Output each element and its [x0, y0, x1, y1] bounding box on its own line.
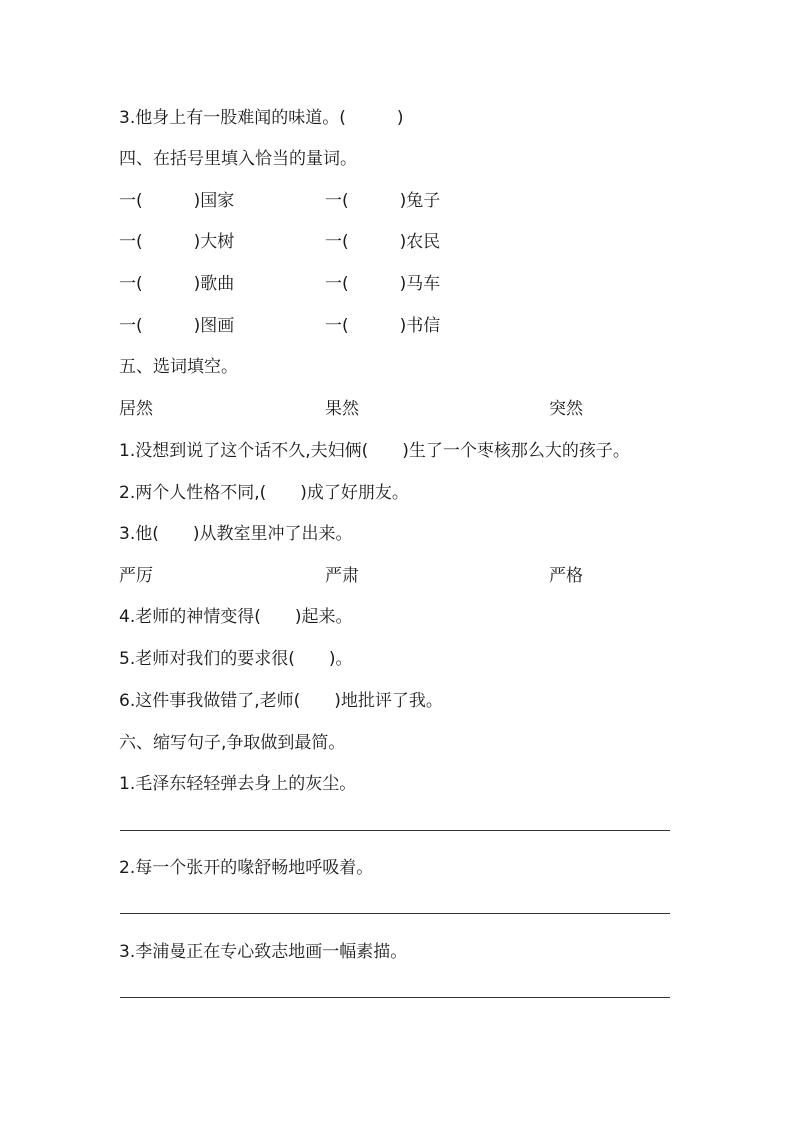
answer-line: [120, 913, 670, 914]
condense-sentence-item: 1.毛泽东轻轻弹去身上的灰尘。: [119, 774, 357, 794]
fill-blank-item: 3.他( )从教室里冲了出来。: [119, 524, 353, 544]
section-6-title: 六、缩写句子,争取做到最简。: [119, 733, 346, 753]
word-choice: 严肃: [325, 566, 359, 586]
fill-blank-item: 1.没想到说了这个话不久,夫妇俩( )生了一个枣核那么大的孩子。: [119, 441, 630, 461]
question-3-smell: 3.他身上有一股难闻的味道。( ): [119, 108, 404, 128]
condense-sentence-item: 3.李浦曼正在专心致志地画一幅素描。: [119, 942, 408, 962]
measure-word-item: 一( )兔子: [325, 191, 441, 211]
word-choice: 严格: [549, 566, 583, 586]
measure-word-item: 一( )国家: [119, 191, 235, 211]
measure-word-item: 一( )农民: [325, 232, 441, 252]
section-4-title: 四、在括号里填入恰当的量词。: [119, 149, 357, 169]
word-choice: 突然: [549, 399, 583, 419]
fill-blank-item: 6.这件事我做错了,老师( )地批评了我。: [119, 691, 443, 711]
measure-word-item: 一( )马车: [325, 274, 441, 294]
measure-word-item: 一( )书信: [325, 316, 441, 336]
measure-word-item: 一( )大树: [119, 232, 235, 252]
measure-word-item: 一( )图画: [119, 316, 235, 336]
condense-sentence-item: 2.每一个张开的喙舒畅地呼吸着。: [119, 858, 374, 878]
fill-blank-item: 4.老师的神情变得( )起来。: [119, 607, 353, 627]
word-choice: 果然: [325, 399, 359, 419]
answer-line: [120, 830, 670, 831]
fill-blank-item: 5.老师对我们的要求很( )。: [119, 649, 353, 669]
fill-blank-item: 2.两个人性格不同,( )成了好朋友。: [119, 483, 409, 503]
answer-line: [120, 997, 670, 998]
section-5-title: 五、选词填空。: [119, 357, 238, 377]
word-choice: 严厉: [119, 566, 153, 586]
word-choice: 居然: [119, 399, 153, 419]
measure-word-item: 一( )歌曲: [119, 274, 235, 294]
